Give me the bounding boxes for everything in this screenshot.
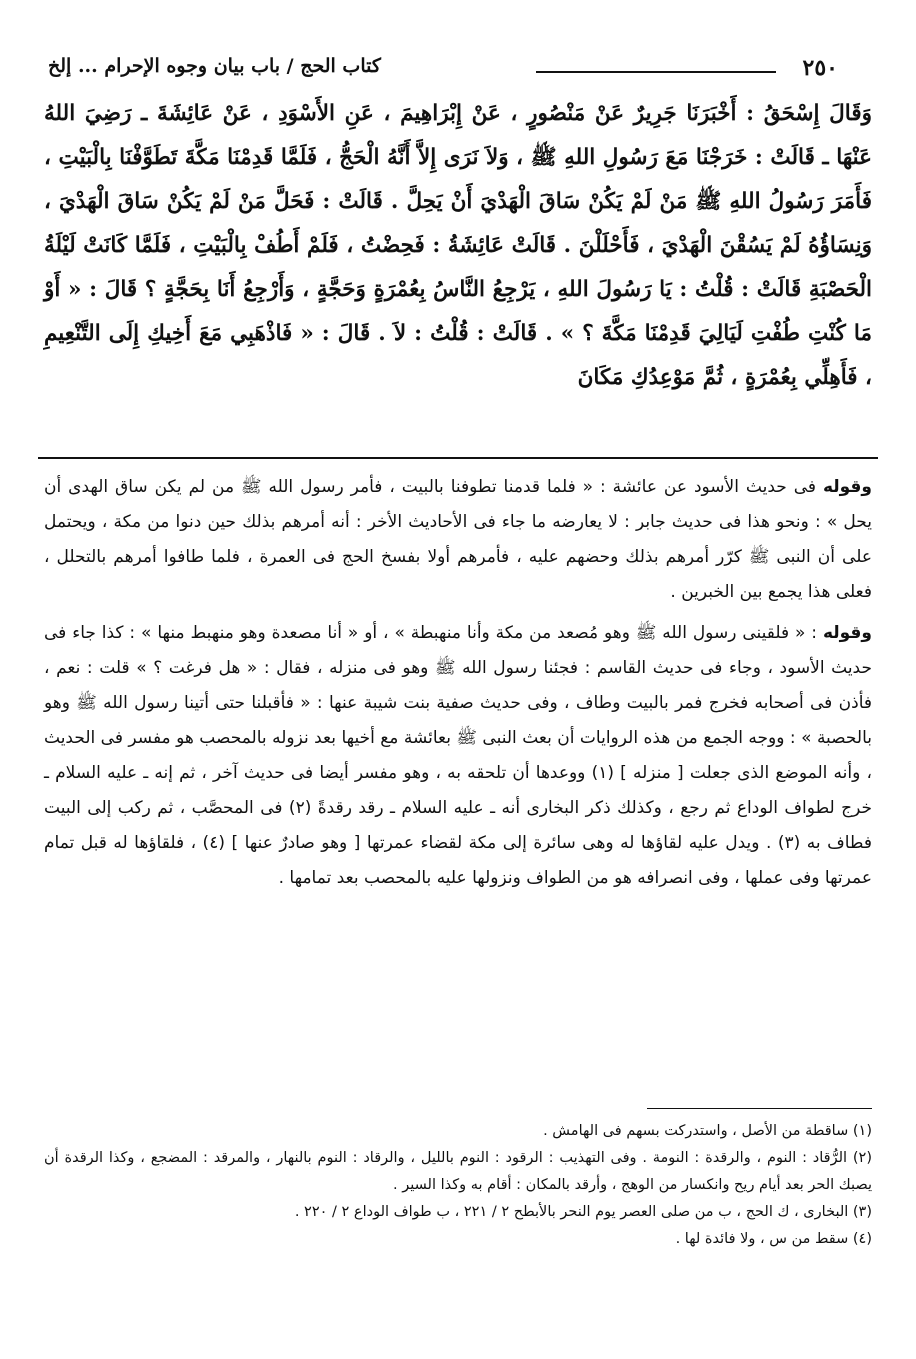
- commentary: [44, 470, 872, 902]
- page-header: [48, 55, 838, 89]
- footnote: (٣) البخارى ، ك الحج ، ب من صلى العصر يوم النحر بالأبطح ٢ / ٢٢١ ، ب طواف الوداع ٢ / ٢٢٠ .: [294, 1204, 872, 1220]
- footnotes: [44, 1118, 872, 1253]
- footnote-rule: [647, 1108, 872, 1109]
- page-number: ٢٥٠: [802, 55, 838, 81]
- footnote: (٢) الرُّقاد : النوم ، والرقدة : النومة . وفى التهذيب : الرقود : النوم بالليل ، والرقاد : النوم بالنهار ، والمرقد : المضجع ، وكذا الرقدة أن يصبك الحر بعد أيام ريح وانكسار من الوهج ، وأرقد بالمكان : أقام به وكذا السير .: [44, 1150, 872, 1193]
- paragraph-text: : « فلقينى رسول الله ﷺ وهو مُصعد من مكة وأنا منهبطة » ، أو « أنا مصعدة وهو منهبط منها » : كذا جاء فى حديث الأسود ، وجاء فى حديث القاسم : فجئنا رسول الله ﷺ وهو فى منزله ، فقال : « هل فرغت ؟ » قلت : نعم ، فأذن فى أصحابه فخرج فمر بالبيت وطاف ، وفى حديث صفية بنت شيبة عنها : « فأقبلنا حتى أتينا رسول الله ﷺ وهو بالحصبة » : ووجه الجمع من هذه الروايات أن بعث النبى ﷺ بعائشة مع أخيها بعد نزوله بالمحصب هو مفسر فى الحديث ، وأنه الموضع الذى جعلت [ منزله ] (١) ووعدها أن تلحقه به ، وهو مفسر أيضا فى حديث آخر ، ثم إنه ـ عليه السلام ـ خرج لطواف الوداع ثم رجع ، وكذلك ذكر البخارى أنه ـ عليه السلام ـ رقد رقدةً (٢) فى المحصَّب ، ثم ركب إلى البيت فطاف به (٣) . ويدل عليه لقاؤها له وهى سائرة إلى مكة لقضاء عمرتها [ وهو صادرٌ عنها ] (٤) ، فلقاؤها له قبل تمام عمرتها وفى عملها ، وفى انصرافه هو من الطواف ونزولها عليه بالمحصب بعد تمامها .: [44, 623, 872, 888]
- paragraph-lead: وقوله: [822, 623, 873, 643]
- commentary-paragraph: [44, 616, 872, 896]
- footnote: (٤) سقط من س ، ولا فائدة لها .: [675, 1231, 872, 1247]
- section-divider: [38, 457, 878, 459]
- header-rule: [536, 71, 776, 73]
- paragraph-text: فى حديث الأسود عن عائشة : « فلما قدمنا تطوفنا بالبيت ، فأمر رسول الله ﷺ من لم يكن ساق الهدى أن يحل » : ونحو هذا فى حديث جابر : لا يعارضه ما جاء فى الأحاديث الأخر : أنه أمرهم بذلك حين دنوا من مكة ، ويحتمل على أن النبى ﷺ كرّر أمرهم بذلك وحضهم عليه ، فأمرهم أولا بفسخ الحج فى العمرة ، فلما طافوا أمرهم بالتحلل ، فعلى هذا يجمع بين الخبرين .: [44, 477, 872, 602]
- paragraph-lead: وقوله: [822, 477, 872, 497]
- footnote: (١) ساقطة من الأصل ، واستدركت بسهم فى الهامش .: [543, 1123, 872, 1139]
- running-title: كتاب الحج / باب بيان وجوه الإحرام ... إلخ: [48, 55, 381, 77]
- commentary-paragraph: [44, 470, 872, 610]
- hadith-text: وَقَالَ إِسْحَقُ : أَخْبَرَنَا جَرِيرٌ عَنْ مَنْصُورٍ ، عَنْ إِبْرَاهِيمَ ، عَنِ الأَسْوَدِ ، عَنْ عَائِشَةَ ـ رَضِيَ اللهُ عَنْهَا ـ قَالَتْ : خَرَجْنَا مَعَ رَسُولِ اللهِ ﷺ ، وَلاَ نَرَى إِلاَّ أَنَّهُ الْحَجُّ ، فَلَمَّا قَدِمْنَا مَكَّةَ تَطَوَّفْنَا بِالْبَيْتِ ، فَأَمَرَ رَسُولُ اللهِ ﷺ مَنْ لَمْ يَكُنْ سَاقَ الْهَدْيَ أَنْ يَحِلَّ . قَالَتْ : فَحَلَّ مَنْ لَمْ يَكُنْ سَاقَ الْهَدْيَ ، وَنِسَاؤُهُ لَمْ يَسُقْنَ الْهَدْيَ ، فَأَحْلَلْنَ . قَالَتْ عَائِشَةُ : فَحِضْتُ ، فَلَمْ أَطُفْ بِالْبَيْتِ ، فَلَمَّا كَانَتْ لَيْلَةُ الْحَصْبَةِ قَالَتْ : قُلْتُ : يَا رَسُولَ اللهِ ، يَرْجِعُ النَّاسُ بِعُمْرَةٍ وَحَجَّةٍ ، وَأَرْجِعُ أَنَا بِحَجَّةٍ ؟ قَالَ : « أَوْ مَا كُنْتِ طُفْتِ لَيَالِيَ قَدِمْنَا مَكَّةَ ؟ » . قَالَتْ : قُلْتُ : لاَ . قَالَ : « فَاذْهَبِي مَعَ أَخِيكِ إِلَى التَّنْعِيمِ ، فَأَهِلِّي بِعُمْرَةٍ ، ثُمَّ مَوْعِدُكِ مَكَانَ: [44, 101, 872, 390]
